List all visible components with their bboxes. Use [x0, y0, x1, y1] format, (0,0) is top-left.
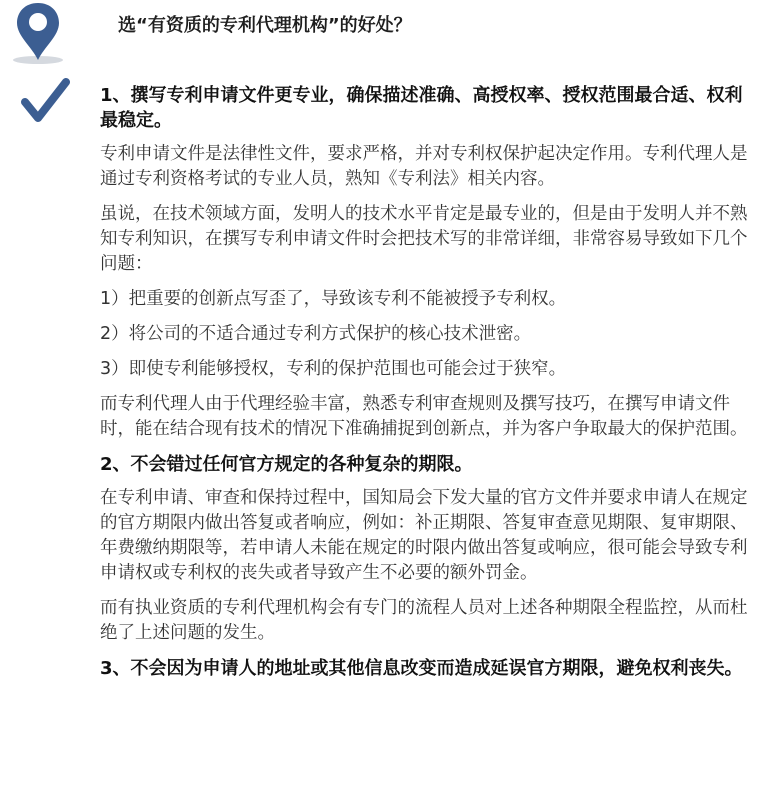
location-pin-icon	[5, 0, 65, 66]
paragraph: 虽说，在技术领域方面，发明人的技术水平肯定是最专业的，但是由于发明人并不熟知专利知识，在撰写专利申请文件时会把技术写的非常详细，非常容易导致如下几个问题：	[100, 204, 748, 274]
paragraph: 专利申请文件是法律性文件，要求严格，并对专利权保护起决定作用。专利代理人是通过专利资格考试的专业人员，熟知《专利法》相关内容。	[100, 144, 748, 189]
section-heading: 1、撰写专利申请文件更专业，确保描述准确、高授权率、授权范围最合适、权利最稳定。	[100, 85, 743, 131]
page-title: 选“有资质的专利代理机构”的好处？	[118, 15, 412, 36]
list-item: 2）将公司的不适合通过专利方式保护的核心技术泄密。	[100, 324, 532, 344]
list-item: 3）即使专利能够授权，专利的保护范围也可能会过于狭窄。	[100, 359, 567, 379]
section-address-change	[100, 656, 748, 681]
list-item: 1）把重要的创新点写歪了，导致该专利不能被授予专利权。	[100, 289, 567, 309]
section-heading: 2、不会错过任何官方规定的各种复杂的期限。	[100, 454, 473, 475]
paragraph: 而专利代理人由于代理经验丰富，熟悉专利审查规则及撰写技巧，在撰写申请文件时，能在结合现有技术的情况下准确捕捉到创新点，并为客户争取最大的保护范围。	[100, 394, 748, 439]
paragraph: 在专利申请、审查和保持过程中，国知局会下发大量的官方文件并要求申请人在规定的官方期限内做出答复或者响应，例如：补正期限、答复审查意见期限、复审期限、年费缴纳期限等，若申请人未能在规定的时限内做出答复或响应，很可能会导致专利申请权或专利权的丧失或者导致产生不必要的额外罚金。	[100, 488, 748, 583]
section-deadlines	[100, 452, 748, 646]
paragraph: 而有执业资质的专利代理机构会有专门的流程人员对上述各种期限全程监控，从而杜绝了上述问题的发生。	[100, 598, 748, 643]
section-heading: 3、不会因为申请人的地址或其他信息改变而造成延误官方期限，避免权利丧失。	[100, 658, 743, 679]
check-icon	[20, 76, 70, 126]
content-body	[100, 83, 748, 690]
section-professional-drafting	[100, 83, 748, 442]
